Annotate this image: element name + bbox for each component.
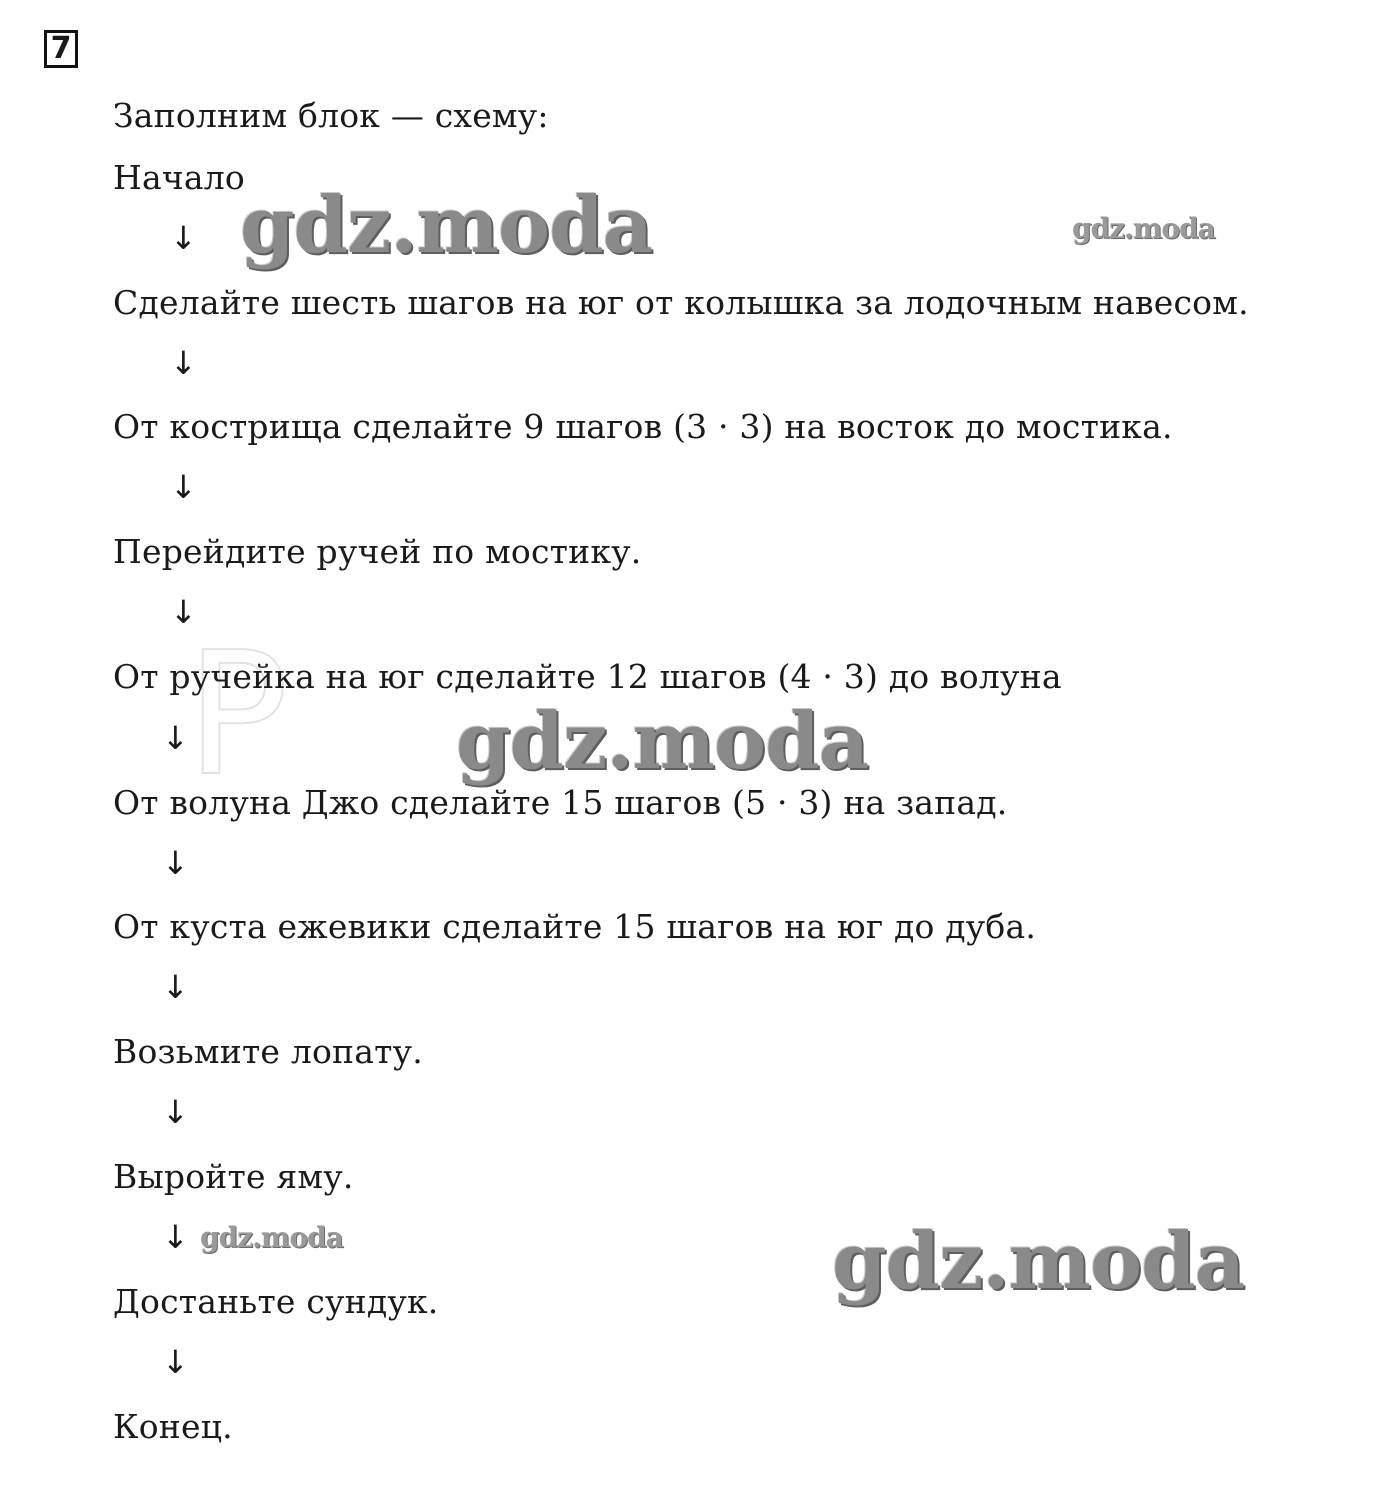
arrow-down-icon: ↓ (162, 844, 189, 882)
arrow-down-icon: ↓ (162, 1093, 189, 1131)
step-start: Начало (113, 158, 245, 197)
step-8: Выройте яму. (113, 1157, 354, 1196)
watermark-large: gdz.moda (456, 696, 869, 787)
step-2: От кострища сделайте 9 шагов (3 · 3) на восток до мостика. (113, 407, 1173, 446)
step-4: От ручейка на юг сделайте 12 шагов (4 · 3) до волуна (113, 657, 1062, 696)
step-5: От волуна Джо сделайте 15 шагов (5 · 3) на запад. (113, 783, 1008, 822)
arrow-down-icon: ↓ (170, 593, 197, 631)
arrow-down-icon: ↓ (162, 1218, 189, 1256)
task-number: 7 (50, 31, 72, 66)
task-number-box (44, 30, 78, 68)
step-end: Конец. (113, 1407, 233, 1446)
arrow-down-icon: ↓ (162, 719, 189, 757)
watermark-small: gdz.moda (1072, 212, 1215, 245)
watermark-large: gdz.moda (832, 1216, 1245, 1307)
watermark-large: gdz.moda (240, 180, 653, 271)
step-9: Достаньте сундук. (113, 1282, 439, 1321)
background-letter-watermark: P (186, 616, 289, 814)
arrow-down-icon: ↓ (170, 344, 197, 382)
arrow-down-icon: ↓ (162, 1343, 189, 1381)
arrow-down-icon: ↓ (170, 219, 197, 257)
step-3: Перейдите ручей по мостику. (113, 532, 642, 571)
arrow-down-icon: ↓ (162, 968, 189, 1006)
arrow-down-icon: ↓ (170, 468, 197, 506)
step-1: Сделайте шесть шагов на юг от колышка за лодочным навесом. (113, 283, 1249, 322)
step-7: Возьмите лопату. (113, 1032, 423, 1071)
step-6: От куста ежевики сделайте 15 шагов на юг до дуба. (113, 907, 1037, 946)
watermark-small: gdz.moda (200, 1221, 343, 1254)
intro-text: Заполним блок — схему: (113, 96, 549, 135)
